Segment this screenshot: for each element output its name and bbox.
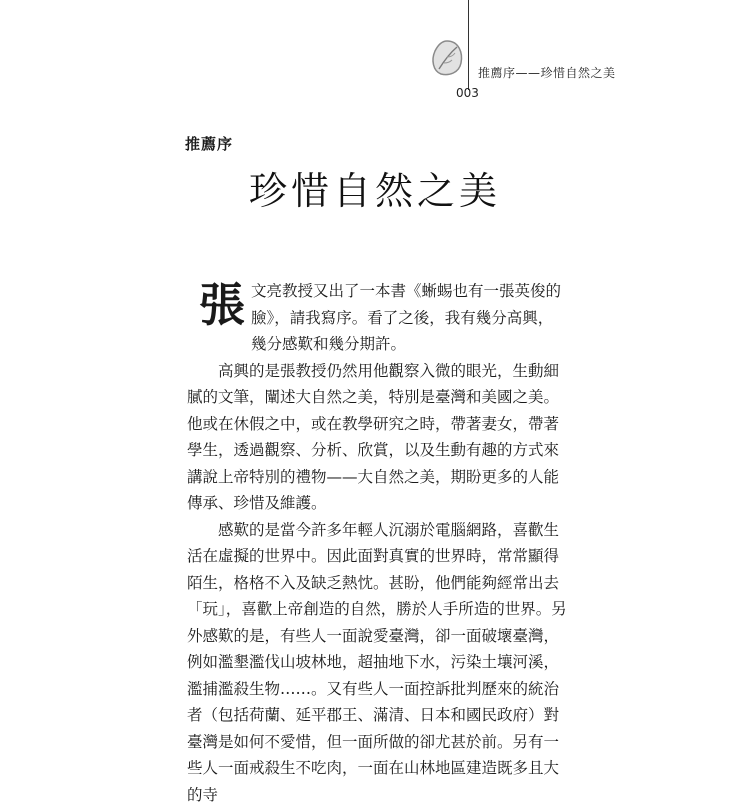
paragraph-2: 高興的是張教授仍然用他觀察入微的眼光，生動細膩的文筆，闡述大自然之美，特別是臺灣和美國之美。他或在休假之中，或在教學研究之時，帶著妻女，帶著學生，透過觀察、分析、欣賞，以及生動有趣的方式來講說上帝特別的禮物——大自然之美，期盼更多的人能傳承、珍惜及維護。 bbox=[187, 358, 567, 517]
paragraph-1-text: 文亮教授又出了一本書《蜥蜴也有一張英俊的臉》，請我寫序。看了之後，我有幾分高興，幾分感歎和幾分期許。 bbox=[251, 282, 561, 353]
page-number: 003 bbox=[456, 86, 479, 100]
leaf-icon bbox=[428, 38, 466, 78]
paragraph-1 bbox=[187, 278, 567, 358]
paragraph-3: 感歎的是當今許多年輕人沉溺於電腦網路，喜歡生活在虛擬的世界中。因此面對真實的世界時，常常顯得陌生，格格不入及缺乏熱忱。甚盼，他們能夠經常出去「玩」，喜歡上帝創造的自然，勝於人手所造的世界。另外感歎的是，有些人一面說愛臺灣，卻一面破壞臺灣，例如濫墾濫伐山坡林地，超抽地下水，污染土壤河溪，濫捕濫殺生物……。又有些人一面控訴批判歷來的統治者（包括荷蘭、延平郡王、滿清、日本和國民政府）對臺灣是如何不愛惜，但一面所做的卻尤甚於前。另有一些人一面戒殺生不吃肉，一面在山林地區建造既多且大的寺 bbox=[187, 517, 567, 808]
section-label: 推薦序 bbox=[185, 133, 233, 154]
chapter-title: 珍惜自然之美 bbox=[0, 160, 750, 215]
drop-cap: 張 bbox=[199, 282, 245, 332]
header-divider-line bbox=[468, 0, 469, 90]
body-text bbox=[187, 278, 567, 808]
running-head: 推薦序——珍惜自然之美 bbox=[478, 64, 616, 81]
